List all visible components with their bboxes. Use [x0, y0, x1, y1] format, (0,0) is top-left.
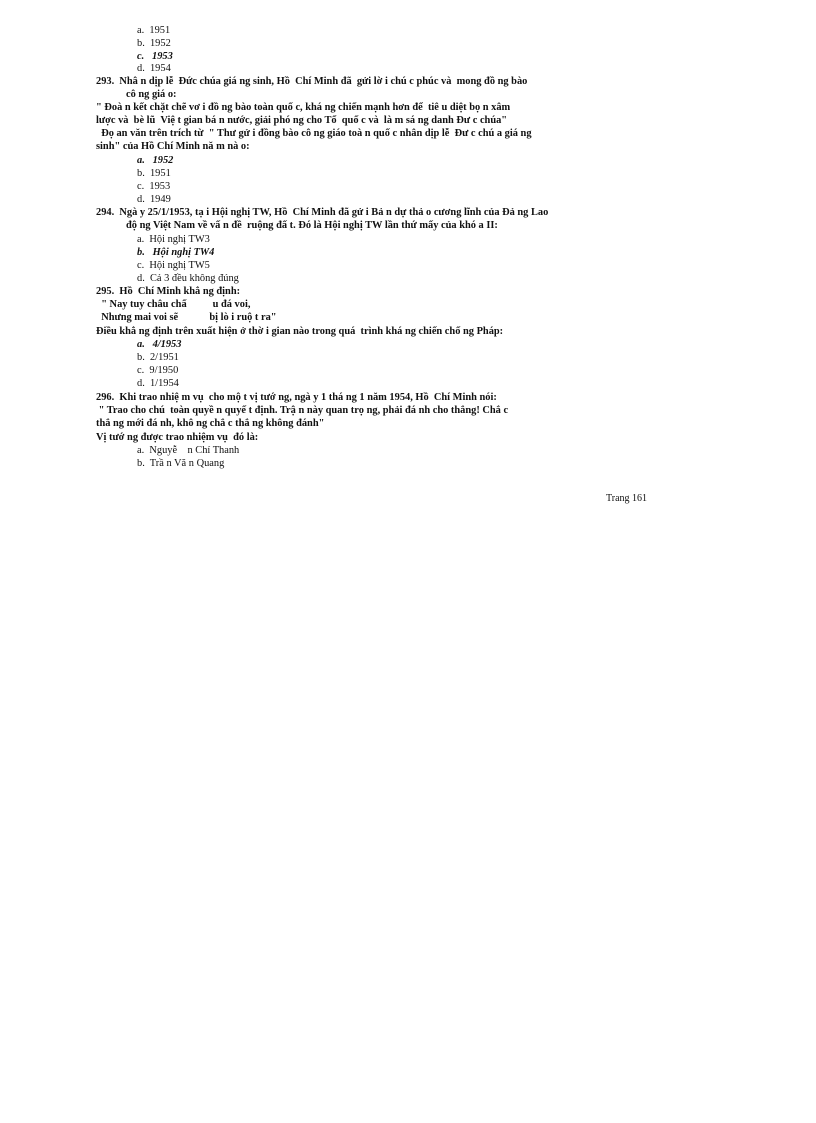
- q294-option-a: a. Hội nghị TW3: [137, 234, 210, 245]
- q294-option-d: d. Cả 3 đều không đúng: [137, 273, 239, 284]
- q295-option-d: d. 1/1954: [137, 378, 179, 389]
- q293-title-line-1: 293. Nhâ n dịp lễ Đức chúa giá ng sinh, Hồ Chí Minh đã gửi lờ i chú c phúc và mong đồ ng bào: [96, 76, 528, 87]
- q292-option-b: b. 1952: [137, 38, 171, 49]
- q293-quote-line-2: lược và bè lũ Việ t gian bá n nước, giải phó ng cho Tổ quố c và là m sá ng danh Đư c chúa": [96, 115, 508, 126]
- q295-title: 295. Hồ Chí Minh khẳ ng định:: [96, 286, 241, 297]
- q292-option-a: a. 1951: [137, 25, 171, 36]
- q293-quote-line-1: " Đoà n kết chặt chẽ vơ i đồ ng bào toàn quố c, khá ng chiến mạnh hơn để tiê u diệt bọ n xâm: [96, 102, 511, 113]
- q296-option-b: b. Trầ n Vă n Quang: [137, 458, 225, 469]
- q295-quote-line-2: Nhưng mai voi sẽ bị lò i ruộ t ra": [96, 312, 277, 323]
- q296-option-a: a. Nguyễ n Chí Thanh: [137, 445, 240, 456]
- q292-option-c-answer: c. 1953: [137, 51, 173, 62]
- page-number: Trang 161: [606, 493, 648, 504]
- q296-question: Vị tướ ng được trao nhiệm vụ đó là:: [96, 432, 259, 443]
- q293-option-c: c. 1953: [137, 181, 171, 192]
- q293-option-a-answer: a. 1952: [137, 155, 174, 166]
- q294-option-b-answer: b. Hội nghị TW4: [137, 247, 215, 258]
- q295-option-a-answer: a. 4/1953: [137, 339, 182, 350]
- q293-quote-line-4: sinh" của Hồ Chí Minh nă m nà o:: [96, 141, 250, 152]
- q294-title-line-1: 294. Ngà y 25/1/1953, tạ i Hội nghị TW, Hồ Chí Minh đã gử i Bả n dự thả o cương lĩnh của Đả ng Lao: [96, 207, 549, 218]
- q293-option-d: d. 1949: [137, 194, 171, 205]
- q294-option-c: c. Hội nghị TW5: [137, 260, 210, 271]
- q295-option-b: b. 2/1951: [137, 352, 179, 363]
- q296-quote-line-2: thắ ng mới đá nh, khô ng chắ c thắ ng không đánh": [96, 418, 325, 429]
- q293-quote-line-3: Đọ an văn trên trích từ " Thư gử i đồng bào cô ng giáo toà n quố c nhân dịp lễ Đư c chú a giá ng: [96, 128, 532, 139]
- q293-option-b: b. 1951: [137, 168, 171, 179]
- q296-title: 296. Khi trao nhiệ m vụ cho mộ t vị tướ ng, ngà y 1 thá ng 1 năm 1954, Hồ Chí Minh nói:: [96, 392, 497, 403]
- q293-title-line-2: cô ng giá o:: [126, 89, 177, 100]
- q295-option-c: c. 9/1950: [137, 365, 179, 376]
- q294-title-line-2: độ ng Việt Nam về vấ n đề ruộng đấ t. Đó là Hội nghị TW lần thứ mấy của khó a II:: [126, 220, 498, 231]
- q296-quote-line-1: " Trao cho chú toàn quyề n quyế t định. Trậ n này quan trọ ng, phải đá nh cho thắng! Chắ c: [96, 405, 509, 416]
- q292-option-d: d. 1954: [137, 63, 171, 74]
- q295-quote-line-1: " Nay tuy châu chấ u đá voi,: [96, 299, 251, 310]
- q295-question: Điều khẳ ng định trên xuất hiện ở thờ i gian nào trong quá trình khá ng chiến chố ng Pháp:: [96, 326, 504, 337]
